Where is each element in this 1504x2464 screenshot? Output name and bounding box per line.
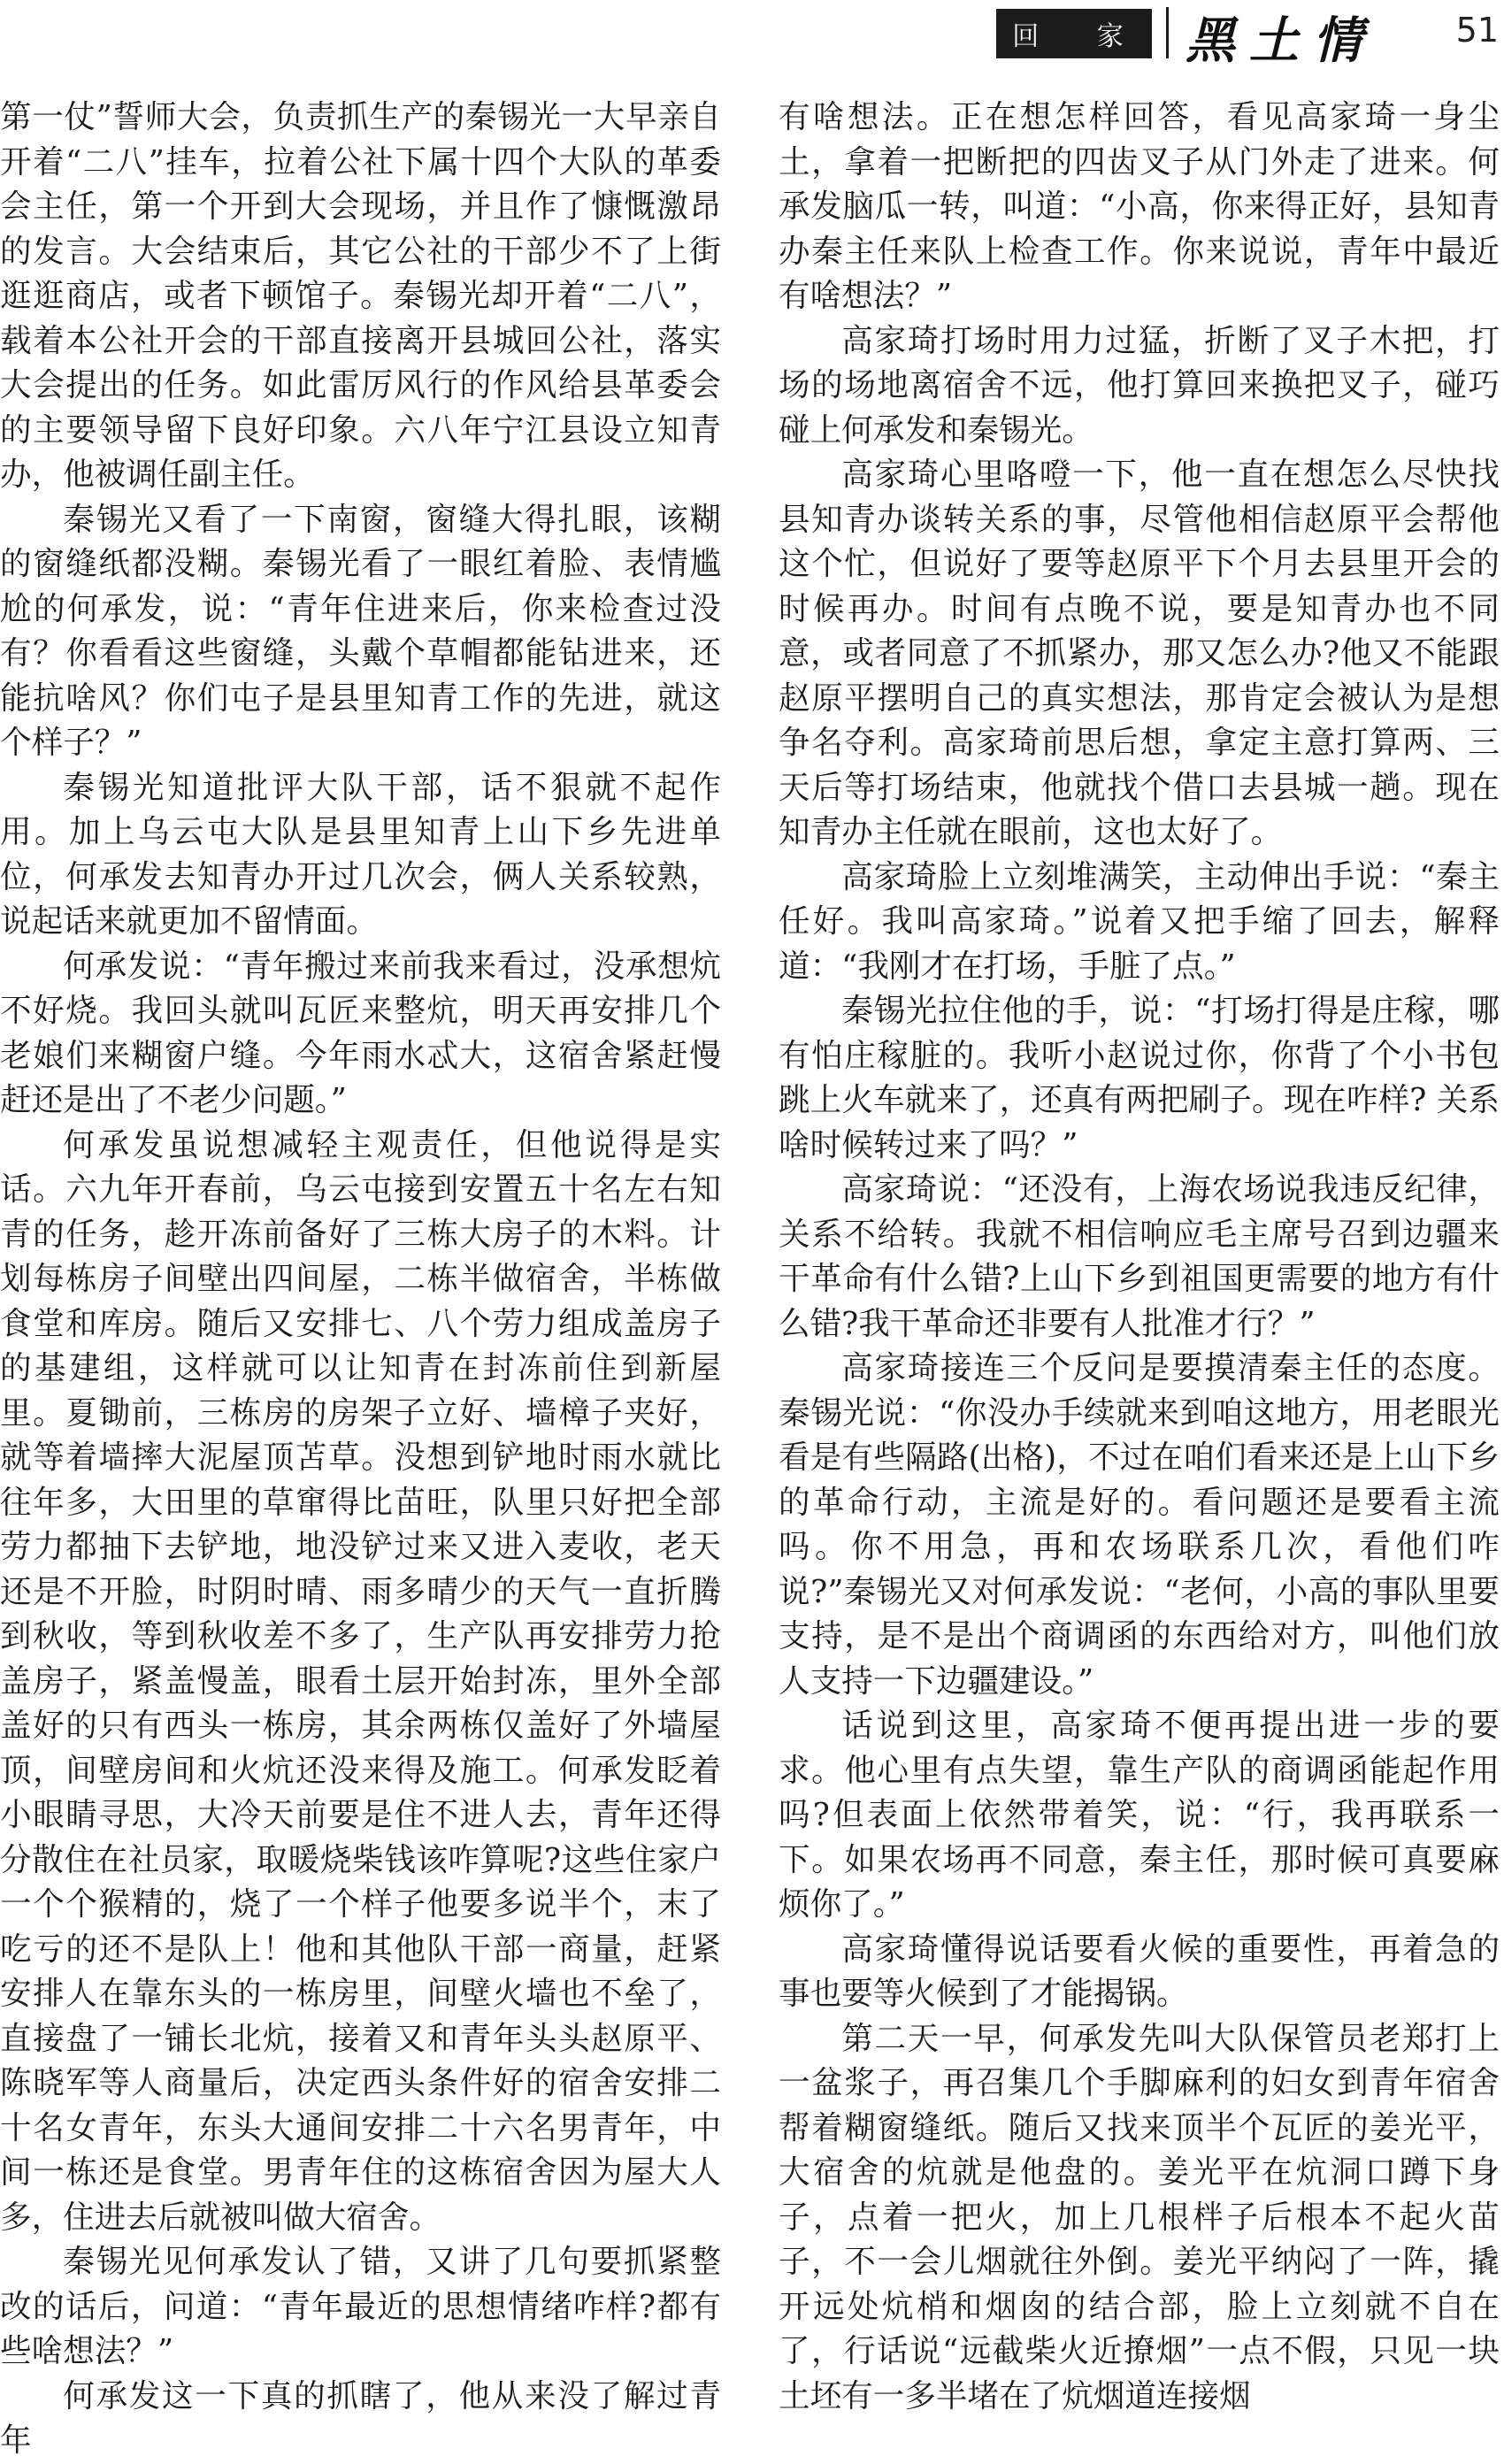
right-column <box>779 96 1500 2419</box>
paragraph: 秦锡光见何承发认了错，又讲了几句要抓紧整改的话后，问道：“青年最近的思想情绪咋样?都有些啥想法？” <box>0 2244 721 2369</box>
paragraph: 秦锡光知道批评大队干部，话不狠就不起作用。加上乌云屯大队是县里知青上山下乡先进单位，何承发去知青办开过几次会，俩人关系较熟，说起话来就更加不留情面。 <box>0 769 721 940</box>
paragraph: 高家琦接连三个反问是要摸清秦主任的态度。秦锡光说：“你没办手续就来到咱这地方，用老眼光看是有些隔路(出格)，不过在咱们看来还是上山下乡的革命行动，主流是好的。看问题还是要看主流吗。你不用急，再和农场联系几次，看他们咋说?”秦锡光又对何承发说：“老何，小高的事队里要支持，是不是出个商调函的东西给对方，叫他们放人支持一下边疆建设。” <box>779 1350 1500 1700</box>
left-column <box>0 96 721 2464</box>
paragraph: 高家琦说：“还没有，上海农场说我违反纪律，关系不给转。我就不相信响应毛主席号召到边疆来干革命有什么错?上山下乡到祖国更需要的地方有什么错?我干革命还非要有人批准才行？” <box>779 1171 1500 1342</box>
paragraph: 高家琦懂得说话要看火候的重要性，再着急的事也要等火候到了才能揭锅。 <box>779 1931 1500 2012</box>
paragraph: 有啥想法。正在想怎样回答，看见高家琦一身尘土，拿着一把断把的四齿叉子从门外走了进来。何承发脑瓜一转，叫道：“小高，你来得正好，县知青办秦主任来队上检查工作。你来说说，青年中最近有啥想法？” <box>779 99 1500 314</box>
paragraph: 高家琦心里咯噔一下，他一直在想怎么尽快找县知青办谈转关系的事，尽管他相信赵原平会帮他这个忙，但说好了要等赵原平下个月去县里开会的时候再办。时间有点晚不说，要是知青办也不同意，或者同意了不抓紧办，那又怎么办?他又不能跟赵原平摆明自己的真实想法，那肯定会被认为是想争名夺利。高家琦前思后想，拿定主意打算两、三天后等打场结束，他就找个借口去县城一趟。现在知青办主任就在眼前，这也太好了。 <box>779 457 1500 850</box>
paragraph: 何承发说：“青年搬过来前我来看过，没承想炕不好烧。我回头就叫瓦匠来整炕，明天再安排几个老娘们来糊窗户缝。今年雨水忒大，这宿舍紧赶慢赶还是出了不老少问题。” <box>0 948 721 1118</box>
magazine-title: 黑土情 <box>1186 12 1377 70</box>
section-label: 回 家 <box>996 9 1152 58</box>
paragraph: 何承发虽说想减轻主观责任，但他说得是实话。六九年开春前，乌云屯接到安置五十名左右知青的任务，趁开冻前备好了三栋大房子的木料。计划每栋房子间壁出四间屋，二栋半做宿舍，半栋做食堂和库房。随后又安排七、八个劳力组成盖房子的基建组，这样就可以让知青在封冻前住到新屋里。夏锄前，三栋房的房架子立好、墙樟子夹好，就等着墙摔大泥屋顶苫草。没想到铲地时雨水就比往年多，大田里的草窜得比苗旺，队里只好把全部劳力都抽下去铲地，地没铲过来又进入麦收，老天还是不开脸，时阴时晴、雨多晴少的天气一直折腾到秋收，等到秋收差不多了，生产队再安排劳力抢盖房子，紧盖慢盖，眼看土层开始封冻，里外全部盖好的只有西头一栋房，其余两栋仅盖好了外墙屋顶，间壁房间和火炕还没来得及施工。何承发眨着小眼睛寻思，大冷天前要是住不进人去，青年还得分散住在社员家，取暖烧柴钱该咋算呢?这些住家户一个个猴精的，烧了一个样子他要多说半个，末了吃亏的还不是队上！他和其他队干部一商量，赶紧安排人在靠东头的一栋房里，间壁火墙也不垒了，直接盘了一铺长北炕，接着又和青年头头赵原平、陈晓军等人商量后，决定西头条件好的宿舍安排二十名女青年，东头大通间安排二十六名男青年，中间一栋还是食堂。男青年住的这栋宿舍因为屋大人多，住进去后就被叫做大宿舍。 <box>0 1126 721 2236</box>
paragraph: 高家琦脸上立刻堆满笑，主动伸出手说：“秦主任好。我叫高家琦。”说着又把手缩了回去，解释道：“我刚才在打场，手脏了点。” <box>779 858 1500 985</box>
page-number: 51 <box>1455 11 1499 50</box>
paragraph: 话说到这里，高家琦不便再提出进一步的要求。他心里有点失望，靠生产队的商调函能起作用吗?但表面上依然带着笑，说：“行，我再联系一下。如果农场再不同意，秦主任，那时候可真要麻烦你了。” <box>779 1708 1500 1923</box>
paragraph: 秦锡光又看了一下南窗，窗缝大得扎眼，该糊的窗缝纸都没糊。秦锡光看了一眼红着脸、表情尴尬的何承发，说：“青年住进来后，你来检查过没有？你看看这些窗缝，头戴个草帽都能钻进来，还能抗啥风？你们屯子是县里知青工作的先进，就这个样子？” <box>0 501 721 761</box>
paragraph: 秦锡光拉住他的手，说：“打场打得是庄稼，哪有怕庄稼脏的。我听小赵说过你，你背了个小书包跳上火车就来了，还真有两把刷子。现在咋样? 关系啥时候转过来了吗？” <box>779 993 1500 1163</box>
paragraph: 第一仗”誓师大会，负责抓生产的秦锡光一大早亲自开着“二八”挂车，拉着公社下属十四个大队的革委会主任，第一个开到大会现场，并且作了慷慨激昂的发言。大会结束后，其它公社的干部少不了上街逛逛商店，或者下顿馆子。秦锡光却开着“二八”，载着本公社开会的干部直接离开县城回公社，落实大会提出的任务。如此雷厉风行的作风给县革委会的主要领导留下良好印象。六八年宁江县设立知青办，他被调任副主任。 <box>0 99 721 493</box>
page-header <box>0 0 1504 71</box>
paragraph: 高家琦打场时用力过猛，折断了叉子木把，打场的场地离宿舍不远，他打算回来换把叉子，碰巧碰上何承发和秦锡光。 <box>779 322 1500 449</box>
paragraph: 第二天一早，何承发先叫大队保管员老郑打上一盆浆子，再召集几个手脚麻利的妇女到青年宿舍帮着糊窗缝纸。随后又找来顶半个瓦匠的姜光平，大宿舍的炕就是他盘的。姜光平在炕洞口蹲下身子，点着一把火，加上几根柈子后根本不起火苗子，不一会儿烟就往外倒。姜光平纳闷了一阵，撬开远处炕梢和烟囱的结合部，脸上立刻就不自在了，行话说“远截柴火近撩烟”一点不假，只见一块土坯有一多半堵在了炕烟道连接烟 <box>779 2020 1500 2414</box>
paragraph: 何承发这一下真的抓瞎了，他从来没了解过青年 <box>0 2377 721 2459</box>
header-divider <box>1166 7 1169 58</box>
